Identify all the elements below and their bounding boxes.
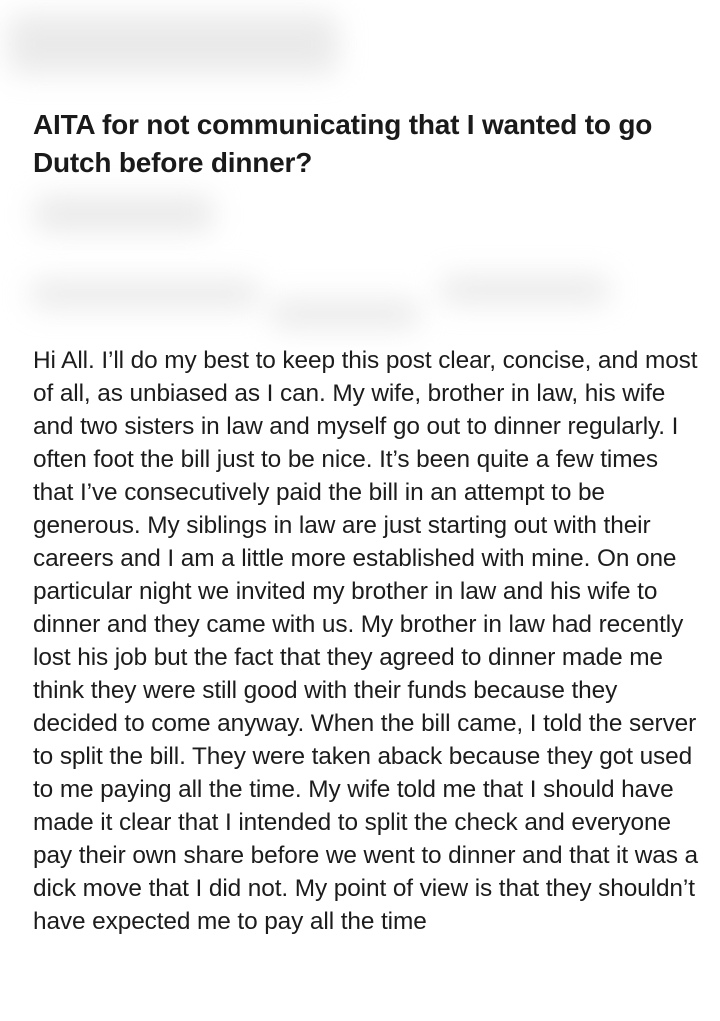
post-title: AITA for not communicating that I wanted to go Dutch before dinner? — [33, 109, 653, 178]
post-body: Hi All. I’ll do my best to keep this post clear, concise, and most of all, as unbiased as I can. My wife, brother in law, his wife and two sisters in law and myself go out to dinner regularly. I often foot the bill just to be nice. It’s been quite a few times that I’ve consecutively paid the bill in an attempt to be generous. My siblings in law are just starting out with their careers and I am a little more established with mine. On one particular night we invited my brother in law and his wife to dinner and they came with us. My brother in law had recently lost his job but the fact that they agreed to dinner made me think they were still good with their funds because they decided to come anyway. When the bill came, I told the server to split the bill. They were taken aback because they got used to me paying all the time. My wife told me that I should have made it clear that I intended to split the check and everyone pay their own share before we went to dinner and that it was a dick move that I did not. My point of view is that they shouldn’t have expected me to pay all the time — [33, 347, 698, 935]
blurred-header — [8, 14, 338, 74]
blurred-flair — [30, 280, 260, 308]
blurred-author-info — [34, 196, 214, 232]
blurred-flair — [440, 276, 610, 304]
blurred-flair — [270, 300, 420, 328]
